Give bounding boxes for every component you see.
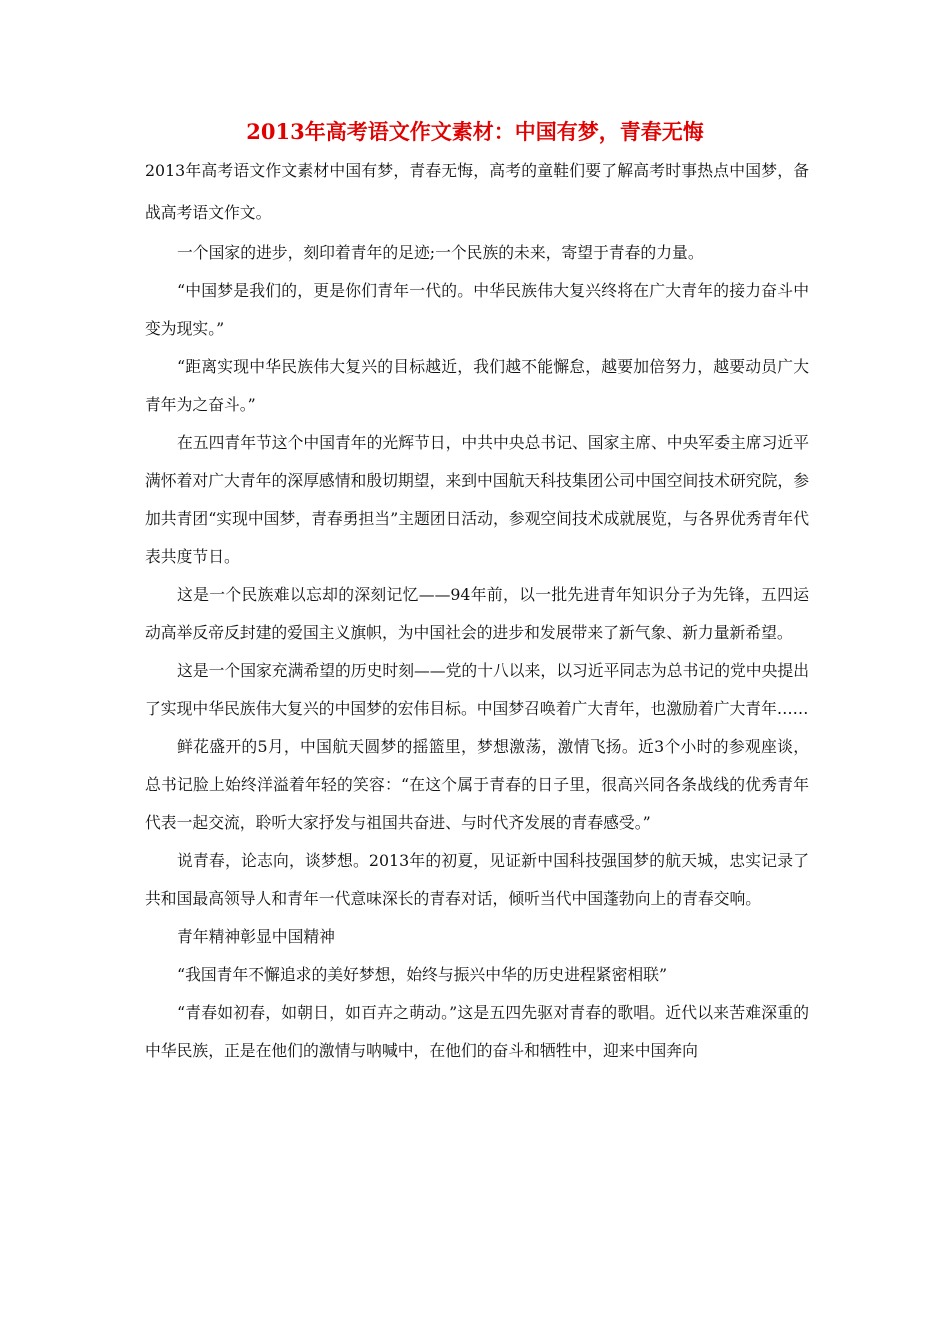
paragraph: 这是一个民族难以忘却的深刻记忆——94年前，以一批先进青年知识分子为先锋，五四运动高举反帝反封建的爱国主义旗帜，为中国社会的进步和发展带来了新气象、新力量新希望。 <box>145 585 809 642</box>
paragraph: 一个国家的进步，刻印着青年的足迹;一个民族的未来，寄望于青春的力量。 <box>177 243 704 262</box>
paragraph: “青春如初春，如朝日，如百卉之萌动。”这是五四先驱对青春的歌唱。近代以来苦难深重的中华民族，正是在他们的激情与呐喊中，在他们的奋斗和牺牲中，迎来中国奔向 <box>145 1003 809 1060</box>
section-heading: 青年精神彰显中国精神 <box>177 927 335 946</box>
paragraph: 这是一个国家充满希望的历史时刻——党的十八以来，以习近平同志为总书记的党中央提出了实现中华民族伟大复兴的中国梦的宏伟目标。中国梦召唤着广大青年，也激励着广大青年…… <box>145 661 809 718</box>
paragraph: 鲜花盛开的5月，中国航天圆梦的摇篮里，梦想激荡，激情飞扬。近3个小时的参观座谈，总书记脸上始终洋溢着年轻的笑容：“在这个属于青春的日子里，很高兴同各条战线的优秀青年代表一起交流，聆听大家抒发与祖国共奋进、与时代齐发展的青春感受。” <box>145 737 809 832</box>
document-title: 2013年高考语文作文素材：中国有梦，青春无悔 <box>246 119 704 144</box>
paragraph: 在五四青年节这个中国青年的光辉节日，中共中央总书记、国家主席、中央军委主席习近平满怀着对广大青年的深厚感情和殷切期望，来到中国航天科技集团公司中国空间技术研究院，参加共青团“实现中国梦，青春勇担当”主题团日活动，参观空间技术成就展览，与各界优秀青年代表共度节日。 <box>145 433 809 566</box>
paragraph: “距离实现中华民族伟大复兴的目标越近，我们越不能懈怠，越要加倍努力，越要动员广大青年为之奋斗。” <box>145 357 809 414</box>
paragraph: “中国梦是我们的，更是你们青年一代的。中华民族伟大复兴终将在广大青年的接力奋斗中变为现实。” <box>145 281 809 338</box>
document-body <box>145 150 809 1070</box>
paragraph: 说青春，论志向，谈梦想。2013年的初夏，见证新中国科技强国梦的航天城，忠实记录了共和国最高领导人和青年一代意味深长的青春对话，倾听当代中国蓬勃向上的青春交响。 <box>145 851 809 908</box>
paragraph: “我国青年不懈追求的美好梦想，始终与振兴中华的历史进程紧密相联” <box>177 965 668 984</box>
paragraph-intro: 2013年高考语文作文素材中国有梦，青春无悔，高考的童鞋们要了解高考时事热点中国梦，备战高考语文作文。 <box>145 161 809 222</box>
